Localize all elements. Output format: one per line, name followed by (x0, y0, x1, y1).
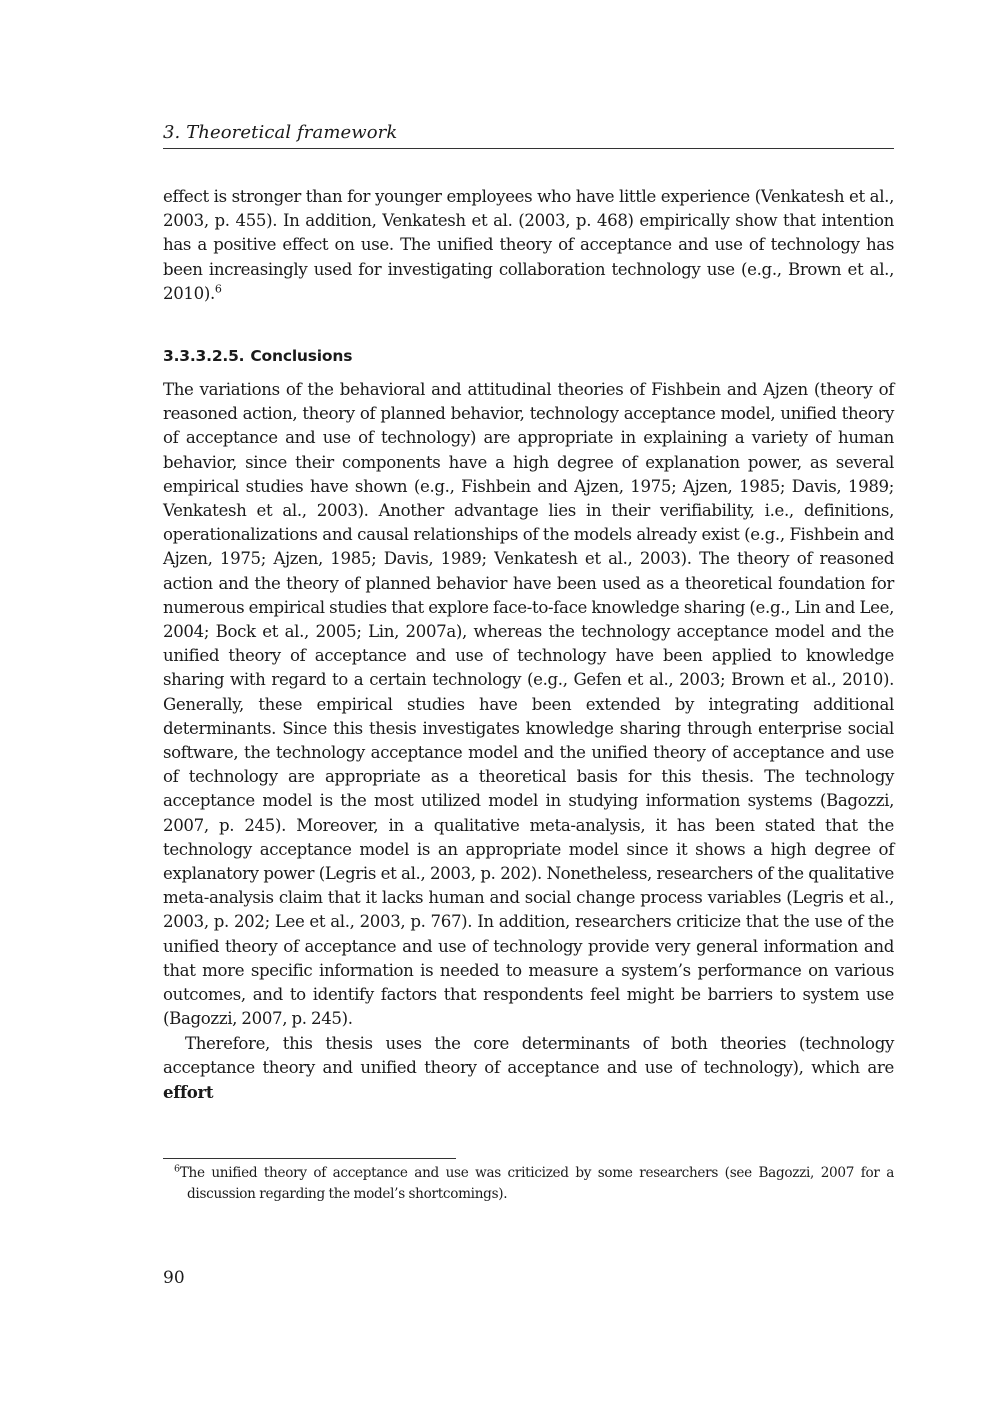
section-title: Conclusions (250, 347, 353, 366)
paragraph-continued (163, 185, 894, 306)
section-number: 3.3.3.2.5. (163, 347, 245, 366)
footnote-marker: 6 (174, 1163, 180, 1175)
body-text (163, 185, 894, 1105)
footnote-text: The unified theory of acceptance and use was criticized by some researchers (see Bagozzi, 2007 for a discussion regarding the model’s shortcomings). (179, 1165, 894, 1202)
footnote (163, 1163, 894, 1204)
emphasis-effort: effort (163, 1081, 214, 1102)
paragraph-conclusions-2 (163, 1032, 894, 1106)
footnote-body (163, 1163, 894, 1204)
page-number: 90 (163, 1268, 185, 1288)
paragraph-conclusions-2-text: Therefore, this thesis uses the core determinants of both theories (technology acceptance theory and unified theory of acceptance and use of technology), which are (163, 1033, 894, 1077)
running-header: 3. Theoretical framework (163, 122, 398, 143)
paragraph-continued-text: effect is stronger than for younger employees who have little experience (Venkatesh et al., 2003, p. 455). In addition, Venkatesh et al. (2003, p. 468) empirically show that intention has a positive effect on use. The unified theory of acceptance and use of technology has been increasingly used for investigating collaboration technology use (e.g., Brown et al., 2010). (163, 187, 894, 303)
footnote-rule (163, 1158, 456, 1159)
paragraph-conclusions-1: The variations of the behavioral and attitudinal theories of Fishbein and Ajzen (theory of reasoned action, theory of planned behavior, technology acceptance model, unified theory of acceptance and use of technology) are appropriate in explaining a variety of human behavior, since their components have a high degree of explanation power, as several empirical studies have shown (e.g., Fishbein and Ajzen, 1975; Ajzen, 1985; Davis, 1989; Venkatesh et al., 2003). Another advantage lies in their verifiability, i.e., definitions, operationalizations and causal relationships of the models already exist (e.g., Fishbein and Ajzen, 1975; Ajzen, 1985; Davis, 1989; Venkatesh et al., 2003). The theory of reasoned action and the theory of planned behavior have been used as a theoretical foundation for numerous empirical studies that explore face-to-face knowledge sharing (e.g., Lin and Lee, 2004; Bock et al., 2005; Lin, 2007a), whereas the technology acceptance model and the unified theory of acceptance and use of technology have been applied to knowledge sharing with regard to a certain technology (e.g., Gefen et al., 2003; Brown et al., 2010). Generally, these empirical studies have been extended by integrating additional determinants. Since this thesis investigates knowledge sharing through enterprise social software, the technology acceptance model and the unified theory of acceptance and use of technology are appropriate as a theoretical basis for this thesis. The technology acceptance model is the most utilized model in studying information systems (Bagozzi, 2007, p. 245). Moreover, in a qualitative meta-analysis, it has been stated that the technology acceptance model is an appropriate model since it shows a high degree of explanatory power (Legris et al., 2003, p. 202). Nonetheless, researchers of the qualitative meta-analysis claim that it lacks human and social change process variables (Legris et al., 2003, p. 202; Lee et al., 2003, p. 767). In addition, researchers criticize that the use of the unified theory of acceptance and use of technology provide very general information and that more specific information is needed to measure a system’s performance on various outcomes, and to identify factors that respondents feel might be barriers to system use (Bagozzi, 2007, p. 245). (163, 380, 894, 1029)
section-heading (163, 346, 894, 366)
footnote-reference[interactable]: 6 (214, 282, 222, 296)
header-rule (163, 148, 894, 149)
